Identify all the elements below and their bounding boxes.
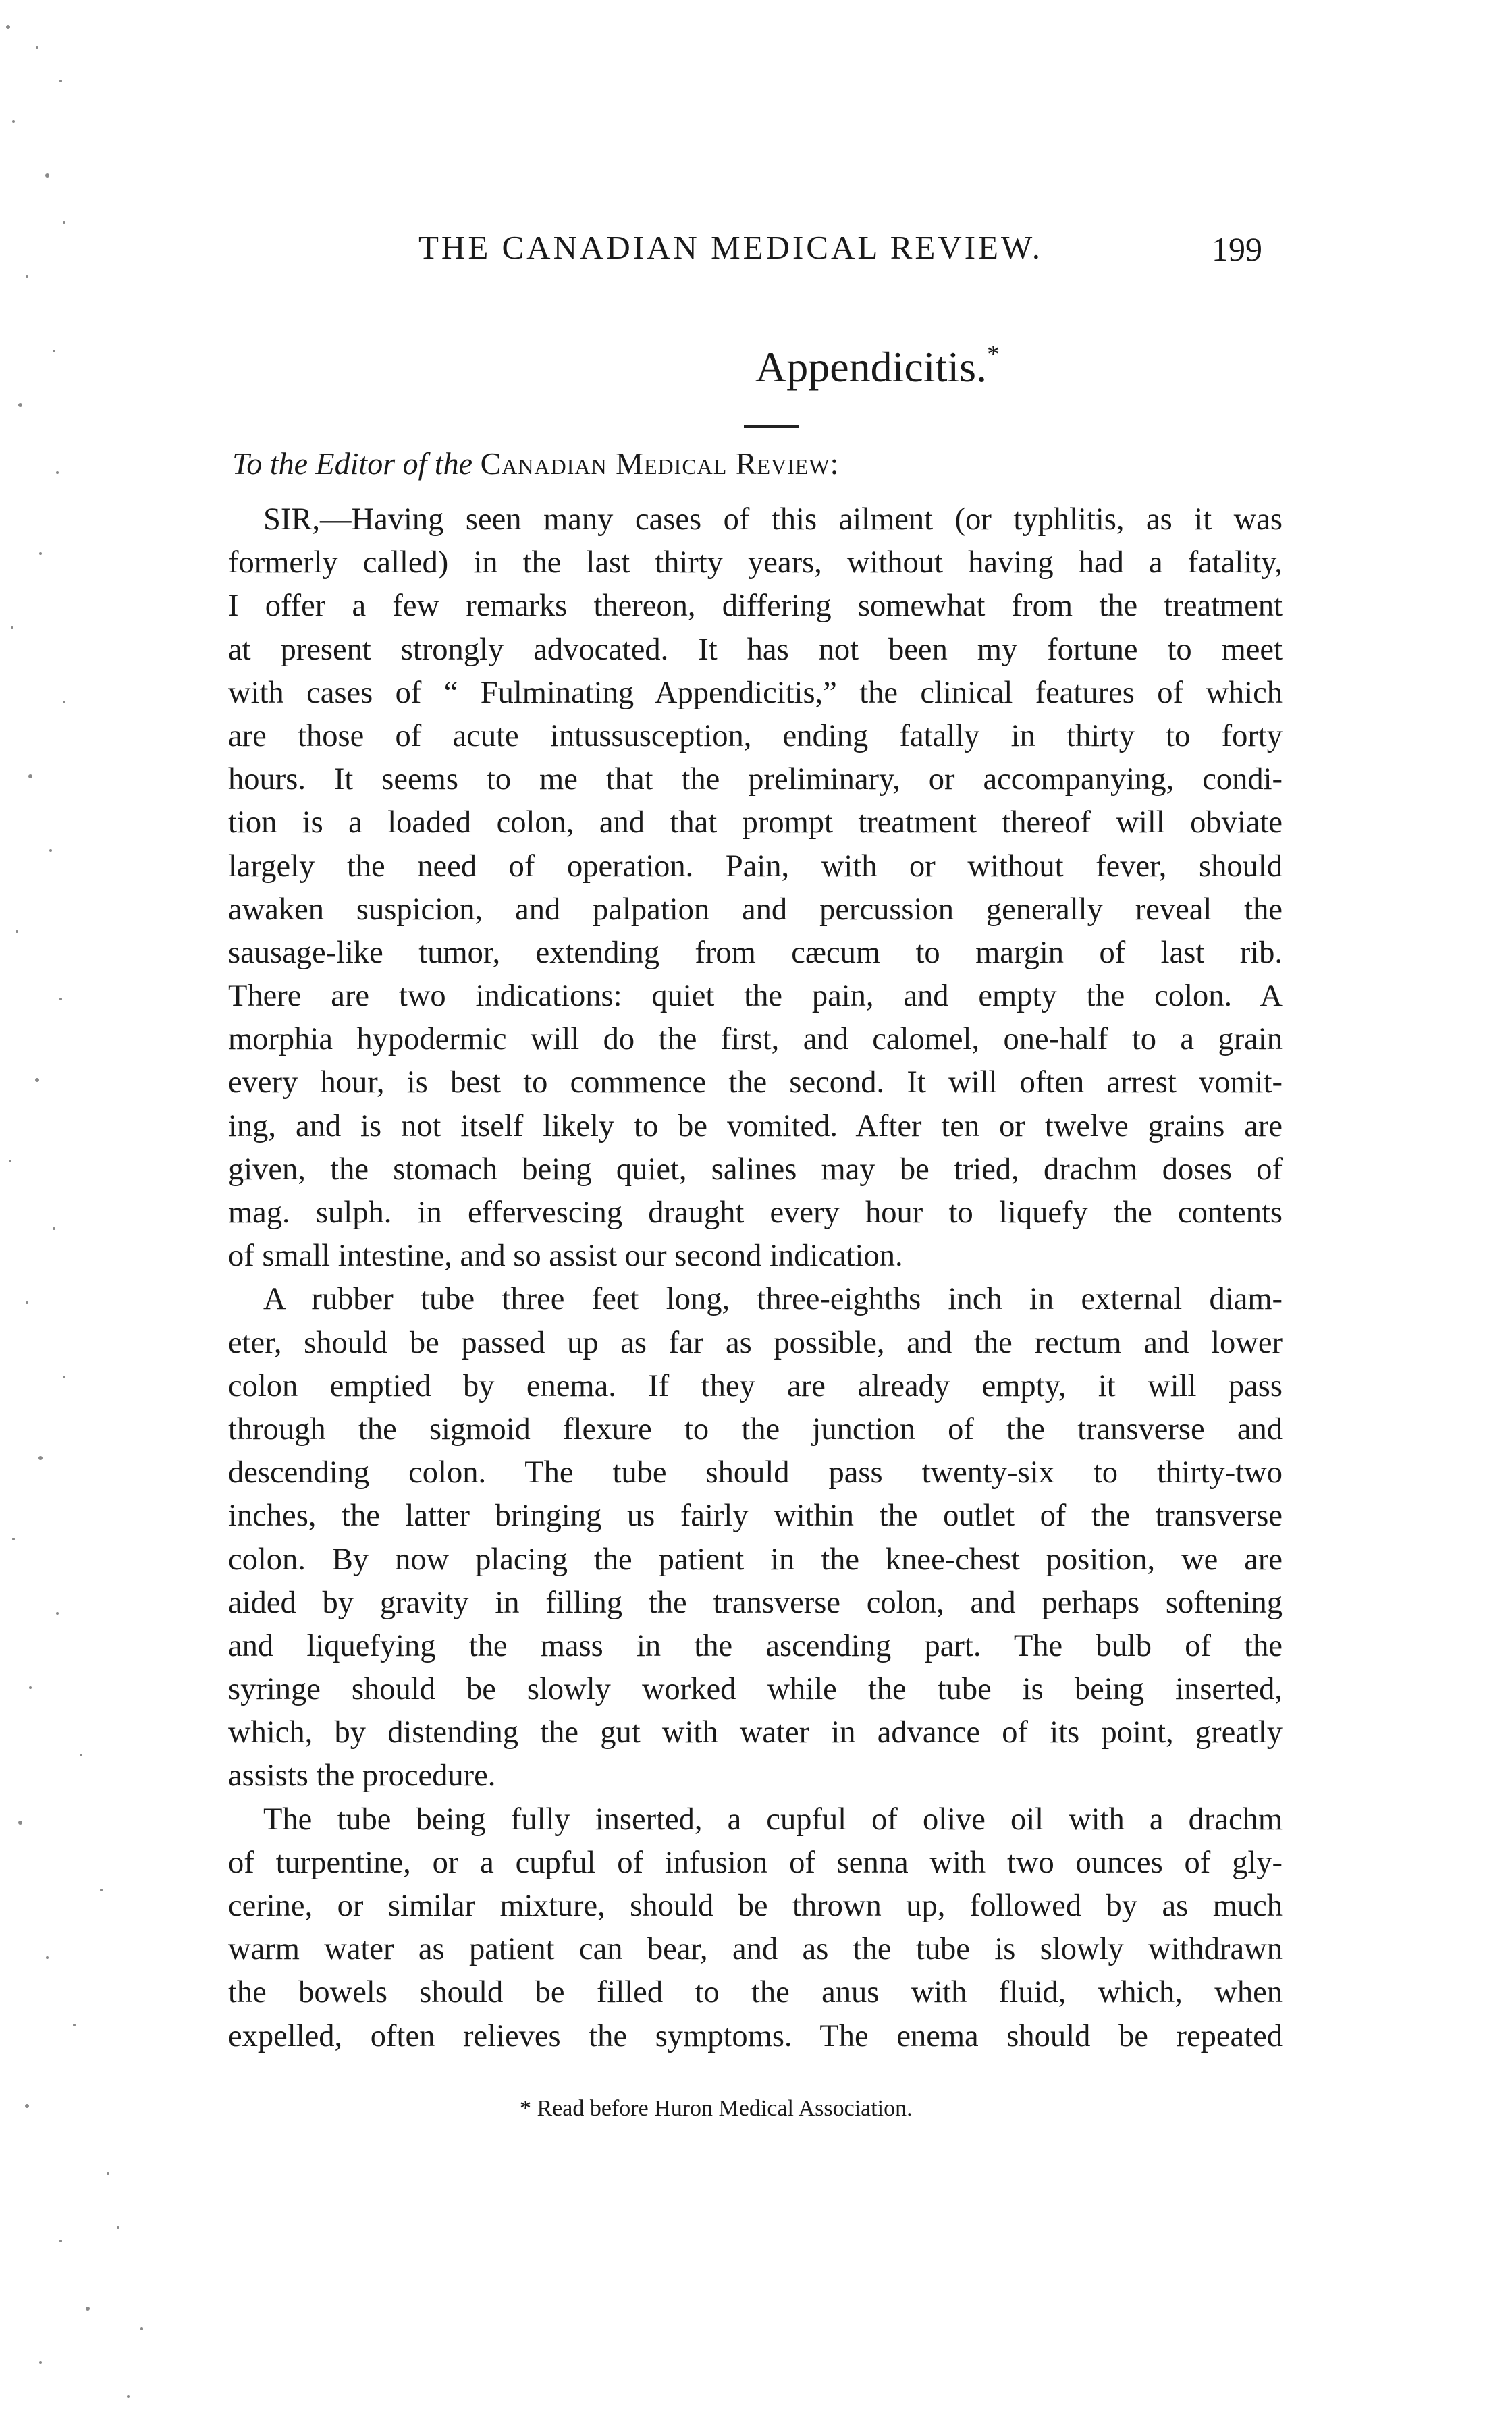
text-line: eter, should be passed up as far as possible, and the rectum and lower: [228, 1325, 1282, 1360]
text-line: with cases of “ Fulminating Appendicitis,” the clinical features of which: [228, 675, 1282, 710]
salutation-journal: Canadian Medical Review: [480, 446, 830, 481]
text-line: descending colon. The tube should pass twenty-six to thirty-two: [228, 1455, 1282, 1490]
text-line: which, by distending the gut with water in advance of its point, greatly: [228, 1715, 1282, 1750]
article-title-text: Appendicitis.: [755, 343, 988, 391]
text-line: mag. sulph. in effervescing draught every hour to liquefy the contents: [228, 1195, 1282, 1230]
text-line: every hour, is best to commence the second. It will often arrest vomit-: [228, 1065, 1282, 1100]
text-line: given, the stomach being quiet, salines may be tried, drachm doses of: [228, 1152, 1282, 1187]
text-line: inches, the latter bringing us fairly within the outlet of the transverse: [228, 1499, 1282, 1534]
text-line: colon emptied by enema. If they are already empty, it will pass: [228, 1368, 1282, 1403]
text-line: There are two indications: quiet the pain, and empty the colon. A: [228, 979, 1282, 1014]
page-number: 199: [1212, 230, 1262, 268]
text-line: awaken suspicion, and palpation and percussion generally reveal the: [228, 892, 1282, 927]
article-title: [0, 342, 1512, 392]
text-line: morphia hypodermic will do the first, and calomel, one-half to a grain: [228, 1022, 1282, 1057]
text-line: colon. By now placing the patient in the knee-chest position, we are: [228, 1542, 1282, 1577]
text-line: expelled, often relieves the symptoms. The enema should be repeated: [228, 2018, 1282, 2053]
text-line: assists the procedure.: [228, 1758, 496, 1794]
text-line: of turpentine, or a cupful of infusion of senna with two ounces of gly-: [228, 1845, 1282, 1880]
text-line: of small intestine, and so assist our second indication.: [228, 1239, 903, 1274]
text-line: warm water as patient can bear, and as the tube is slowly withdrawn: [228, 1932, 1282, 1967]
title-divider: [744, 425, 799, 428]
salutation-colon: :: [830, 446, 839, 481]
text-line: at present strongly advocated. It has not been my fortune to meet: [228, 632, 1282, 667]
text-line: hours. It seems to me that the preliminary, or accompanying, condi-: [228, 762, 1282, 797]
text-line: the bowels should be filled to the anus with fluid, which, when: [228, 1975, 1282, 2010]
footnote: * Read before Huron Medical Association.: [520, 2096, 913, 2121]
article-body: [228, 498, 1282, 2058]
text-line: cerine, or similar mixture, should be thrown up, followed by as much: [228, 1889, 1282, 1923]
running-head: [418, 228, 1310, 282]
text-line: and liquefying the mass in the ascending part. The bulb of the: [228, 1628, 1282, 1663]
text-line: aided by gravity in filling the transverse colon, and perhaps softening: [228, 1585, 1282, 1620]
text-line: The tube being fully inserted, a cupful of olive oil with a drachm: [263, 1802, 1282, 1837]
text-line: largely the need of operation. Pain, with or without fever, should: [228, 849, 1282, 884]
text-line: tion is a loaded colon, and that prompt treatment thereof will obviate: [228, 805, 1282, 840]
text-line: through the sigmoid flexure to the junction of the transverse and: [228, 1411, 1282, 1447]
footnote-marker: *: [987, 340, 1000, 369]
text-line: I offer a few remarks thereon, differing somewhat from the treatment: [228, 589, 1282, 624]
text-line: ing, and is not itself likely to be vomited. After ten or twelve grains are: [228, 1108, 1282, 1143]
text-line: syringe should be slowly worked while the tube is being inserted,: [228, 1672, 1282, 1707]
text-line: are those of acute intussusception, ending fatally in thirty to forty: [228, 718, 1282, 753]
running-title: THE CANADIAN MEDICAL REVIEW.: [418, 229, 1043, 266]
text-line: A rubber tube three feet long, three-eighths inch in external diam-: [263, 1282, 1282, 1317]
text-line: formerly called) in the last thirty years, without having had a fatality,: [228, 545, 1282, 581]
text-line: SIR,—Having seen many cases of this ailment (or typhlitis, as it was: [263, 502, 1282, 537]
text-line: sausage-like tumor, extending from cæcum to margin of last rib.: [228, 935, 1282, 970]
salutation: [232, 446, 838, 481]
salutation-italic: To the Editor of the: [232, 446, 473, 481]
